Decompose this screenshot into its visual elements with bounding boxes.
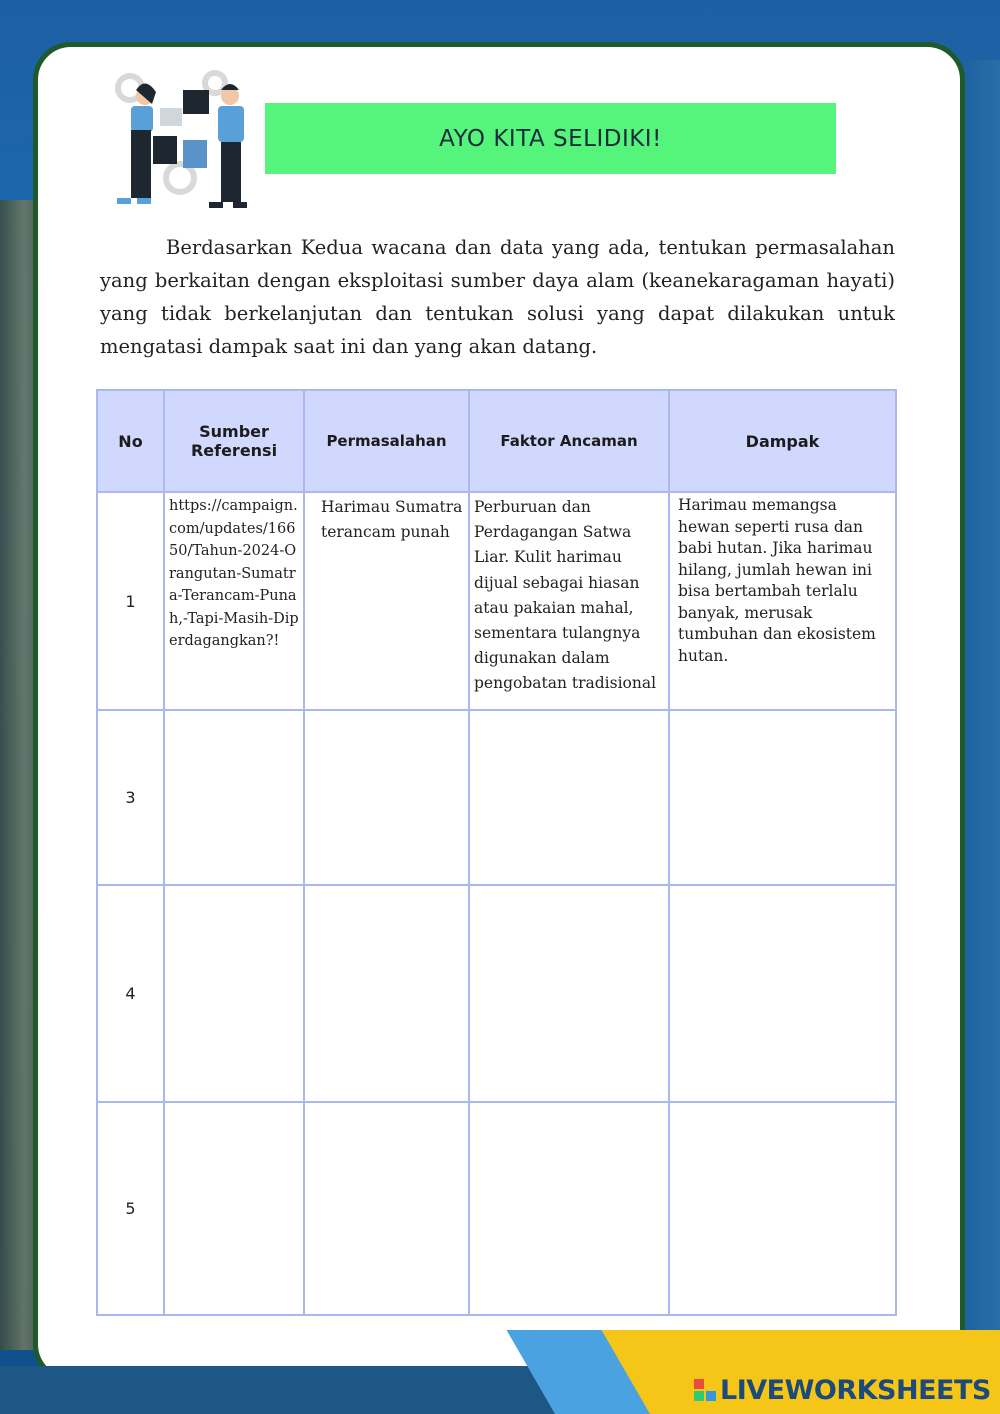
faktor-ancaman-cell[interactable] <box>469 1102 669 1315</box>
row-number: 1 <box>97 492 164 710</box>
instructions-paragraph: Berdasarkan Kedua wacana dan data yang ada, tentukan permasalahan yang berkaitan dengan eksploitasi sumber daya alam (keanekaragaman hayati) yang tidak berkelanjutan dan tentukan solusi yang dapat dilakukan untuk mengatasi dampak saat ini dan yang akan datang. <box>100 236 895 358</box>
permasalahan-cell[interactable] <box>304 710 469 885</box>
sumber-referensi-cell[interactable] <box>164 885 304 1102</box>
row-number: 4 <box>97 885 164 1102</box>
puzzle-people-illustration <box>105 68 255 213</box>
column-header-sumber-referensi: Sumber Referensi <box>164 390 304 492</box>
permasalahan-cell[interactable] <box>304 885 469 1102</box>
table-header-row <box>97 390 896 492</box>
faktor-ancaman-cell[interactable]: Perburuan dan Perdagangan Satwa Liar. Kulit harimau dijual sebagai hiasan atau pakaian mahal, sementara tulangnya digunakan dalam pengobatan tradisional <box>469 492 669 710</box>
dampak-cell[interactable] <box>669 885 896 1102</box>
permasalahan-cell[interactable] <box>304 1102 469 1315</box>
column-header-no: No <box>97 390 164 492</box>
column-header-faktor-ancaman: Faktor Ancaman <box>469 390 669 492</box>
faktor-ancaman-cell[interactable] <box>469 710 669 885</box>
table-row <box>97 1102 896 1315</box>
sumber-referensi-cell[interactable] <box>164 1102 304 1315</box>
puzzle-piece-icon <box>183 90 209 114</box>
dampak-cell[interactable] <box>669 1102 896 1315</box>
row-number: 3 <box>97 710 164 885</box>
title-banner <box>265 103 836 174</box>
liveworksheets-watermark[interactable] <box>694 1372 991 1408</box>
table-row <box>97 710 896 885</box>
table-row <box>97 885 896 1102</box>
table-row <box>97 492 896 710</box>
sumber-referensi-cell[interactable] <box>164 710 304 885</box>
dampak-cell[interactable]: Harimau memangsa hewan seperti rusa dan babi hutan. Jika harimau hilang, jumlah hewan ini bisa bertambah terlalu banyak, merusak tumbuhan dan ekosistem hutan. <box>669 492 896 710</box>
column-header-dampak: Dampak <box>669 390 896 492</box>
dampak-cell[interactable] <box>669 710 896 885</box>
worksheet-table <box>96 389 897 1316</box>
sumber-referensi-cell[interactable]: https://campaign.com/updates/16650/Tahun-2024-Orangutan-Sumatra-Terancam-Punah,-Tapi-Masih-Diperdagangkan?! <box>164 492 304 710</box>
watermark-text: LIVEWORKSHEETS <box>720 1374 991 1406</box>
row-number: 5 <box>97 1102 164 1315</box>
column-header-permasalahan: Permasalahan <box>304 390 469 492</box>
permasalahan-cell[interactable]: Harimau Sumatra terancam punah <box>304 492 469 710</box>
faktor-ancaman-cell[interactable] <box>469 885 669 1102</box>
liveworksheets-logo-icon <box>694 1379 716 1401</box>
page-title: AYO KITA SELIDIKI! <box>439 125 662 152</box>
